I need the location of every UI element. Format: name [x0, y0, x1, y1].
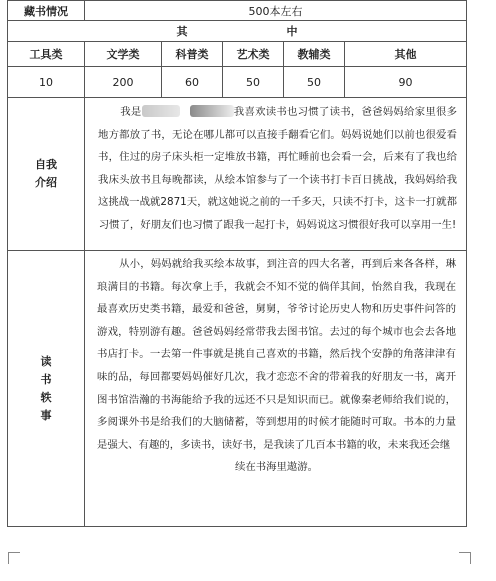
category-count: 50 — [223, 67, 284, 98]
story-row — [8, 251, 467, 527]
category-count: 200 — [85, 67, 162, 98]
qizhong-char-1: 其 — [176, 25, 188, 38]
category-name: 教辅类 — [284, 42, 345, 67]
reading-record-form — [7, 0, 466, 527]
category-count: 90 — [345, 67, 467, 98]
collection-value: 500本左右 — [85, 1, 467, 21]
story-text — [85, 251, 467, 527]
category-name: 艺术类 — [223, 42, 284, 67]
story-label — [8, 251, 85, 527]
redacted-name-blur — [190, 105, 234, 117]
story-text-body: 从小，妈妈就给我买绘本故事，到注音的四大名著，再到后来各各样，琳琅满目的书籍。每次拿上手，我就会不知不觉的倘佯其间，怡然自我，我现在最喜欢历史类书籍，最爱和爸爸，舅舅，爷爷讨论历史人物和历史事件问答的游戏，特别游有趣。爸爸妈妈经常带我去图书馆。去过的每个城市也会去各地书店打卡。一去第一件事就是挑自己喜欢的书籍，然后找个安静的角落津津有味的品，每回都要妈妈催好几次，我才恋恋不舍的带着我的好朋友一书，离开图书馆浩瀚的书海能给予我的远还不只是知识而已。就像秦老师给我们说的，多阅课外书是给我们的大脑储蓄，等到想用的时候才能随时可取。书本的力量是强大、有趣的，多读书，读好书，是我读了几百本书籍的收，未来我还会继 — [97, 258, 456, 451]
page-edge-mark — [8, 552, 20, 553]
intro-text-body: 我喜欢读书也习惯了读书，爸爸妈妈给家里很多地方都放了书，无论在哪儿都可以直接手翻看它们。妈妈说她们以前也很爱看书，住过的房子床头柜一定堆放书籍，再忙睡前也会看一会，后来有了我也给我床头放书且每晚都读，从绘本馆参与了一个读书打卡百日挑战，我妈妈给我这挑战一战就2871天，就这她说之前的一千多天，只读不打卡，这卡一打就都习惯了，好朋友们也习惯了跟我一起打卡，妈妈说这习惯很好我可以享用一生! — [98, 106, 458, 231]
page-edge-mark — [8, 552, 9, 564]
category-name: 科普类 — [162, 42, 223, 67]
story-label-line: 事 — [40, 408, 52, 422]
story-text-last-line: 续在书海里遨游。 — [234, 461, 319, 474]
story-label-line: 读 — [40, 354, 52, 368]
intro-label — [8, 98, 85, 251]
category-count: 10 — [8, 67, 85, 98]
intro-text — [85, 98, 467, 251]
category-name: 文学类 — [85, 42, 162, 67]
category-count: 50 — [284, 67, 345, 98]
category-header-row — [8, 42, 467, 67]
redacted-name-blur — [142, 105, 180, 117]
category-name: 其他 — [345, 42, 467, 67]
qizhong-char-2: 中 — [286, 25, 298, 38]
intro-text-start: 我是 — [120, 106, 142, 118]
form-table — [7, 0, 467, 527]
story-label-line: 书 — [40, 372, 52, 386]
category-count-row — [8, 67, 467, 98]
qizhong-header — [8, 21, 467, 42]
intro-row — [8, 98, 467, 251]
intro-label-line: 介绍 — [35, 176, 57, 189]
collection-row — [8, 1, 467, 21]
page-edge-mark — [470, 552, 471, 564]
page-edge-mark — [459, 552, 471, 553]
category-name: 工具类 — [8, 42, 85, 67]
story-label-line: 轶 — [40, 390, 52, 404]
collection-label: 藏书情况 — [8, 1, 85, 21]
qizhong-row — [8, 21, 467, 42]
intro-label-line: 自我 — [35, 158, 57, 171]
category-count: 60 — [162, 67, 223, 98]
